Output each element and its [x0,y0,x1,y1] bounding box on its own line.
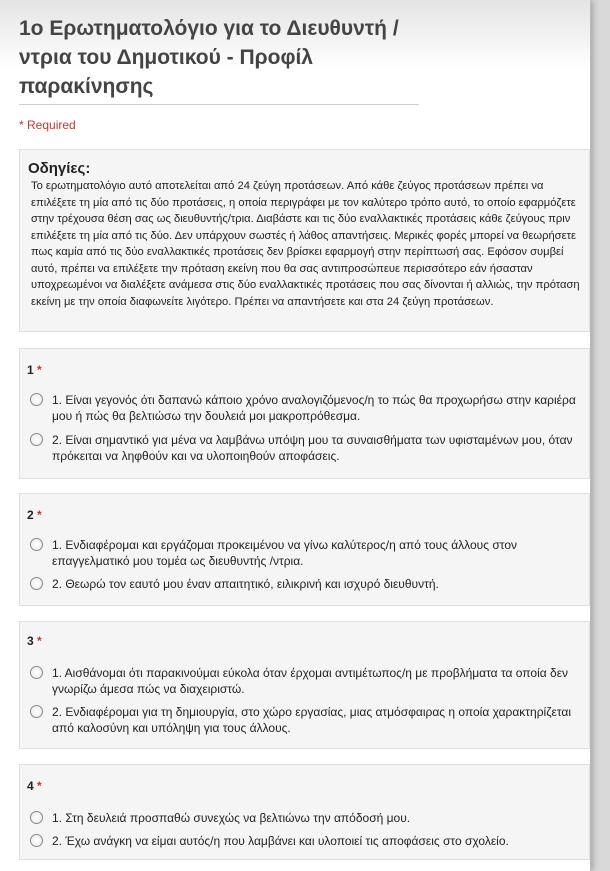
question-2 [19,493,590,606]
radio-button[interactable] [30,834,43,847]
question-4 [19,764,590,860]
instructions-text: Το ερωτηματολόγιο αυτό αποτελείται από 24 ζεύγη προτάσεων. Από κάθε ζεύγος προτάσεων πρέπει να επιλέξετε τη μία από τις δύο προτάσεις, η οποία περιγράφει με τον καλύτερο τρόπο αυτό, το οποίο εφαρμόζετε στην τρέχουσα θέση σας ως διευθυντής/τρια. Διαβάστε και τις δύο εναλλακτικές προτάσεις κάθε ζεύγους πριν επιλέξετε τη μία από τις δύο. Δεν υπάρχουν σωστές ή λάθος απαντήσεις. Μερικές φορές μπορεί να θεωρήσετε πως καμία από τις δύο εναλλακτικές προτάσεις δεν βρίσκει εφαρμογή στην περίπτωσή σας. Εφόσον συμβεί αυτό, πρέπει να επιλέξετε την πρόταση εκείνη που θα σας αντιπροσώπευε περισσότερο εάν ήσασταν υποχρεωμένοι να διαλέξετε ανάμεσα στις δύο εναλλακτικές προτάσεις που σας δίνονται ή αλλιώς, την πρόταση εκείνη με την οποία διαφωνείτε λιγότερο. Πρέπει να απαντήσετε και στα 24 ζεύγη προτάσεων. [31,180,580,308]
question-1-option-1[interactable] [30,392,580,424]
required-star: * [37,634,42,648]
question-3-option-1[interactable] [30,665,580,697]
radio-button[interactable] [30,393,43,406]
instructions-heading: Οδηγίες: [28,160,91,177]
question-4-option-1[interactable] [30,810,580,826]
question-1-option-2[interactable] [30,432,580,464]
required-star: * [37,779,42,793]
radio-button[interactable] [30,811,43,824]
required-star: * [37,508,42,522]
question-number-text: 4 [27,779,34,793]
question-3 [19,621,590,749]
question-number-text: 1 [27,363,34,377]
option-label: 1. Ενδιαφέρομαι και εργάζομαι προκειμένου να γίνω καλύτερος/η από τους άλλους στον επαγγελματικό μου τομέα ως διευθυντής /ντρια. [52,538,517,568]
question-2-option-2[interactable] [30,576,580,592]
question-number [27,634,42,648]
radio-button[interactable] [30,538,43,551]
form-title: 1ο Ερωτηματολόγιο για το Διευθυντή /ντρια του Δημοτικού - Προφίλ παρακίνησης [19,17,399,98]
option-label: 2. Έχω ανάγκη να είμαι αυτός/η που λαμβάνει και υλοποιεί τις αποφάσεις στο σχολείο. [52,834,509,848]
required-note: * Required [19,118,76,132]
question-number-text: 2 [27,508,34,522]
question-number [27,779,42,793]
question-number-text: 3 [27,634,34,648]
radio-button[interactable] [30,577,43,590]
option-label: 1. Στη δευλειά προσπαθώ συνεχώς να βελτιώνω την απόδοσή μου. [52,811,411,825]
option-label: 2. Ενδιαφέρομαι για τη δημιουργία, στο χώρο εργασίας, μιας ατμόσφαιρας η οποία χαρακτηρίζεται από καλοσύνη και υπόληψη για τους άλλους. [52,705,572,735]
required-star: * [37,363,42,377]
question-1 [19,348,590,479]
question-4-option-2[interactable] [30,833,580,849]
question-number [27,508,42,522]
option-label: 2. Θεωρώ τον εαυτό μου έναν απαιτητικό, ειλικρινή και ισχυρό διευθυντή. [52,577,439,591]
option-label: 2. Είναι σημαντικό για μένα να λαμβάνω υπόψη μου τα συναισθήματα των υφισταμένων μου, όταν πρόκειται να ληφθούν και να υλοποιηθούν αποφάσεις. [52,433,573,463]
option-label: 1. Είναι γεγονός ότι δαπανώ κάποιο χρόνο αναλογιζόμενος/η το πώς θα προχωρήσω στην καριέρα μου ή πώς θα βελτιώσω την δουλειά μοι μακροπρόθεσμα. [52,393,576,423]
title-divider [19,104,419,105]
radio-button[interactable] [30,705,43,718]
question-3-option-2[interactable] [30,704,580,736]
radio-button[interactable] [30,666,43,679]
radio-button[interactable] [30,433,43,446]
question-2-option-1[interactable] [30,537,580,569]
option-label: 1. Αισθάνομαι ότι παρακινούμαι εύκολα όταν έρχομαι αντιμέτωπος/η με προβλήματα τα οποία δεν γνωρίζω άμεσα πώς να διαχειριστώ. [52,666,569,696]
question-number [27,363,42,377]
instructions-box [19,149,590,332]
